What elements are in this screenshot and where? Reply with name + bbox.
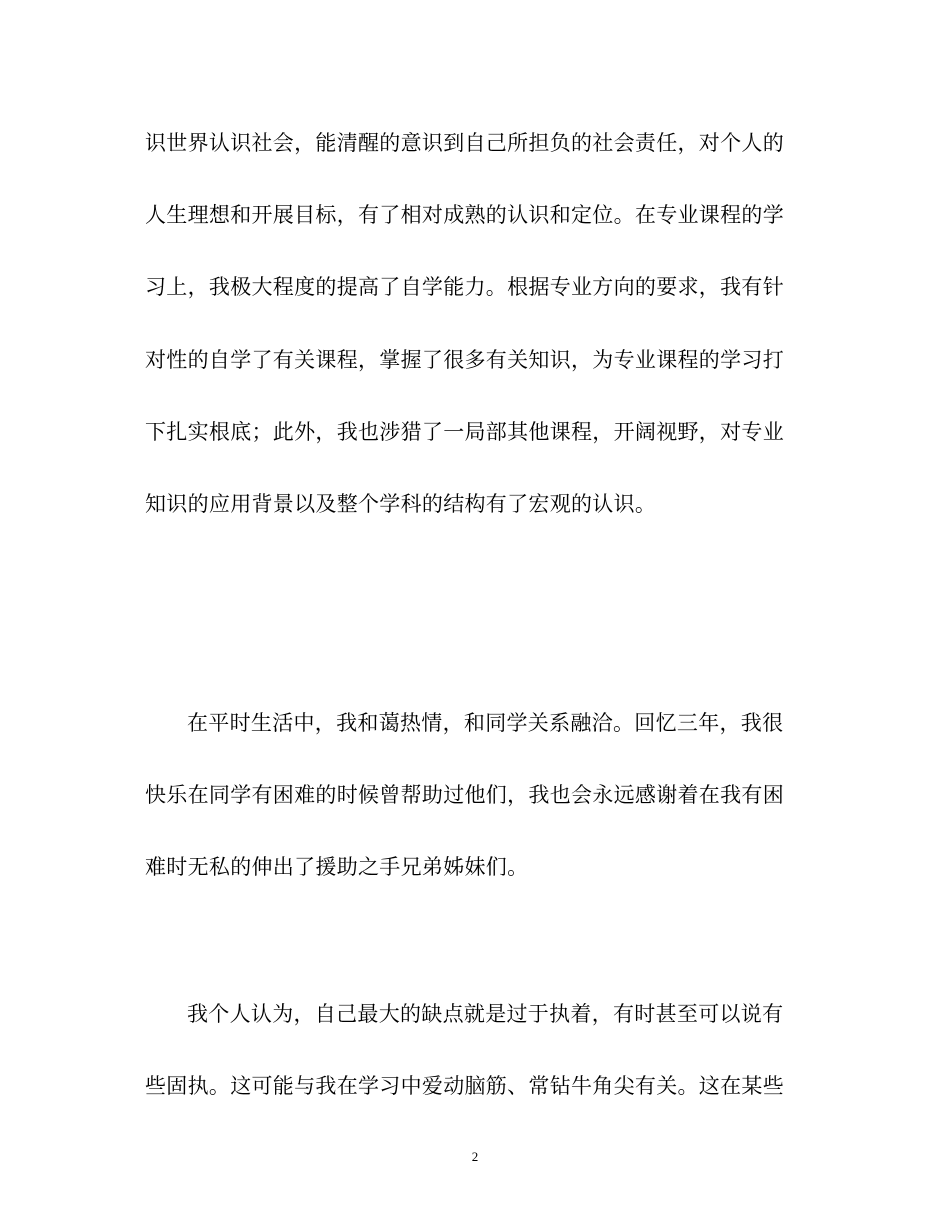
text-line: 识世界认识社会，能清醒的意识到自己所担负的社会责任，对个人的 xyxy=(145,131,784,155)
text-line: 下扎实根底；此外，我也涉猎了一局部其他课程，开阔视野，对专业 xyxy=(145,420,784,444)
text-line: 人生理想和开展目标，有了相对成熟的认识和定位。在专业课程的学 xyxy=(145,203,784,227)
text-line: 难时无私的伸出了援助之手兄弟姊妹们。 xyxy=(145,855,529,879)
text-line: 在平时生活中，我和蔼热情，和同学关系融洽。回忆三年，我很 xyxy=(187,711,784,735)
text-line: 对性的自学了有关课程，掌握了很多有关知识，为专业课程的学习打 xyxy=(145,348,784,372)
text-line: 知识的应用背景以及整个学科的结构有了宏观的认识。 xyxy=(145,492,657,516)
text-line: 我个人认为，自己最大的缺点就是过于执着，有时甚至可以说有 xyxy=(187,1002,784,1026)
page-number: 2 xyxy=(471,1149,479,1164)
text-line: 习上，我极大程度的提高了自学能力。根据专业方向的要求，我有针 xyxy=(145,275,784,299)
text-line: 快乐在同学有困难的时候曾帮助过他们，我也会永远感谢着在我有困 xyxy=(145,783,784,807)
text-line: 些固执。这可能与我在学习中爱动脑筋、常钻牛角尖有关。这在某些 xyxy=(145,1074,784,1098)
